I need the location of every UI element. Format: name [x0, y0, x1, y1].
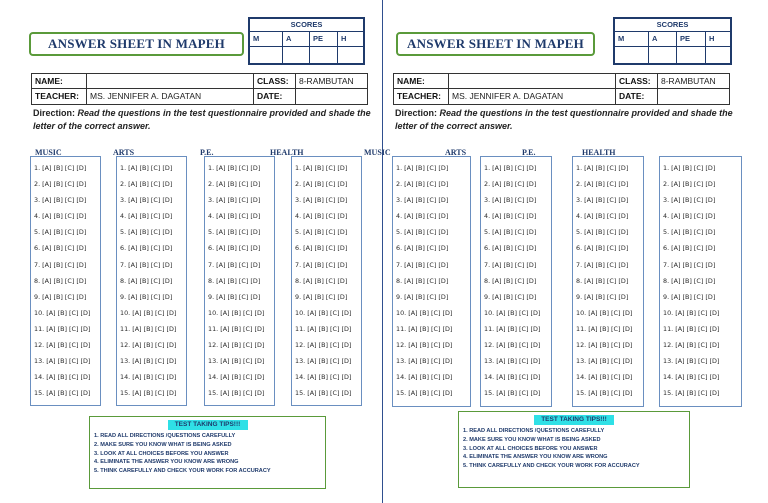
- date-field[interactable]: [658, 89, 729, 104]
- score-col-music: M: [250, 32, 283, 46]
- answer-item[interactable]: 13. [A] [B] [C] [D]: [208, 357, 265, 366]
- date-label: DATE:: [254, 89, 296, 104]
- scores-input-row: [250, 47, 363, 63]
- answer-item[interactable]: 12. [A] [B] [C] [D]: [295, 341, 352, 350]
- answer-item[interactable]: 10. [A] [B] [C] [D]: [34, 308, 91, 317]
- answer-item[interactable]: 8. [A] [B] [C] [D]: [396, 276, 449, 285]
- score-input-music[interactable]: [250, 47, 283, 63]
- date-field[interactable]: [296, 89, 367, 104]
- answer-item[interactable]: 15. [A] [B] [C] [D]: [120, 389, 177, 398]
- test-tips-box: [458, 411, 690, 488]
- answer-item[interactable]: 2. [A] [B] [C] [D]: [34, 180, 87, 189]
- answer-item[interactable]: 4. [A] [B] [C] [D]: [34, 212, 87, 221]
- tip-line: 2. MAKE SURE YOU KNOW WHAT IS BEING ASKED: [94, 441, 232, 448]
- tip-line: 1. READ ALL DIRECTIONS /QUESTIONS CAREFULLY: [463, 428, 605, 434]
- sheet-title: ANSWER SHEET IN MAPEH: [29, 32, 244, 56]
- answer-item[interactable]: 15. [A] [B] [C] [D]: [663, 389, 720, 398]
- answer-item[interactable]: 13. [A] [B] [C] [D]: [34, 357, 91, 366]
- scores-header: SCORES: [250, 19, 363, 32]
- answer-item[interactable]: 13. [A] [B] [C] [D]: [295, 357, 352, 366]
- answer-item[interactable]: 6. [A] [B] [C] [D]: [576, 244, 629, 253]
- answer-item[interactable]: 1. [A] [B] [C] [D]: [484, 164, 537, 172]
- info-row-teacher: [32, 89, 367, 104]
- tip-line: 4. ELIMINATE THE ANSWER YOU KNOW ARE WRONG: [94, 459, 239, 466]
- scores-box: [613, 17, 732, 65]
- answer-item[interactable]: 3. [A] [B] [C] [D]: [295, 196, 348, 205]
- tip-line: 1. READ ALL DIRECTIONS /QUESTIONS CAREFULLY: [94, 433, 236, 439]
- answer-item[interactable]: 5. [A] [B] [C] [D]: [208, 228, 261, 237]
- answer-item[interactable]: 15. [A] [B] [C] [D]: [208, 389, 265, 398]
- info-row-teacher: [394, 89, 729, 104]
- answer-item[interactable]: 14. [A] [B] [C] [D]: [484, 373, 541, 382]
- answer-item[interactable]: 6. [A] [B] [C] [D]: [396, 244, 449, 253]
- answer-item[interactable]: 13. [A] [B] [C] [D]: [663, 357, 720, 366]
- score-col-health: H: [709, 34, 715, 43]
- answer-item[interactable]: 1. [A] [B] [C] [D]: [576, 164, 629, 172]
- score-col-arts: A: [283, 32, 310, 46]
- subject-arts-heading: ARTS: [445, 148, 467, 157]
- answer-item[interactable]: 3. [A] [B] [C] [D]: [120, 196, 173, 205]
- name-label: NAME:: [32, 74, 87, 88]
- answer-item[interactable]: 12. [A] [B] [C] [D]: [484, 341, 541, 350]
- answer-item[interactable]: 2. [A] [B] [C] [D]: [396, 180, 449, 189]
- score-col-health: H: [341, 34, 347, 43]
- answer-item[interactable]: 9. [A] [B] [C] [D]: [576, 292, 629, 301]
- answer-item[interactable]: 4. [A] [B] [C] [D]: [208, 212, 261, 221]
- answer-item[interactable]: 10. [A] [B] [C] [D]: [396, 308, 453, 317]
- direction-label: Direction:: [395, 108, 438, 118]
- answer-sheet-right: [364, 0, 766, 503]
- answer-column-arts: [480, 156, 552, 407]
- info-row-name: [32, 74, 367, 89]
- answer-item[interactable]: 9. [A] [B] [C] [D]: [484, 292, 537, 301]
- answer-item[interactable]: 1. [A] [B] [C] [D]: [208, 164, 261, 172]
- answer-item[interactable]: 14. [A] [B] [C] [D]: [576, 373, 633, 382]
- answer-item[interactable]: 11. [A] [B] [C] [D]: [484, 324, 541, 333]
- subject-music-heading: MUSIC: [35, 148, 62, 157]
- answer-item[interactable]: 14. [A] [B] [C] [D]: [295, 373, 352, 382]
- answer-item[interactable]: 13. [A] [B] [C] [D]: [396, 357, 453, 366]
- answer-item[interactable]: 5. [A] [B] [C] [D]: [295, 228, 348, 237]
- answer-item[interactable]: 13. [A] [B] [C] [D]: [576, 357, 633, 366]
- direction-body: Read the questions in the test questionnaire provided and shade the letter of the correct answer.: [395, 108, 733, 131]
- answer-item[interactable]: 10. [A] [B] [C] [D]: [208, 308, 265, 317]
- name-field[interactable]: [87, 74, 254, 88]
- answer-item[interactable]: 7. [A] [B] [C] [D]: [34, 260, 87, 269]
- answer-item[interactable]: 8. [A] [B] [C] [D]: [34, 276, 87, 285]
- answer-item[interactable]: 9. [A] [B] [C] [D]: [295, 292, 348, 301]
- answer-item[interactable]: 5. [A] [B] [C] [D]: [663, 228, 716, 237]
- score-input-health[interactable]: [706, 47, 730, 63]
- answer-item[interactable]: 1. [A] [B] [C] [D]: [295, 164, 348, 172]
- answer-item[interactable]: 15. [A] [B] [C] [D]: [295, 389, 352, 398]
- answer-item[interactable]: 4. [A] [B] [C] [D]: [663, 212, 716, 221]
- answer-item[interactable]: 5. [A] [B] [C] [D]: [484, 228, 537, 237]
- answer-item[interactable]: 14. [A] [B] [C] [D]: [663, 373, 720, 382]
- answer-item[interactable]: 7. [A] [B] [C] [D]: [484, 260, 537, 269]
- answer-item[interactable]: 3. [A] [B] [C] [D]: [484, 196, 537, 205]
- answer-item[interactable]: 11. [A] [B] [C] [D]: [663, 324, 720, 333]
- score-input-arts[interactable]: [283, 47, 310, 63]
- answer-item[interactable]: 3. [A] [B] [C] [D]: [208, 196, 261, 205]
- answer-item[interactable]: 1. [A] [B] [C] [D]: [396, 164, 449, 172]
- answer-item[interactable]: 12. [A] [B] [C] [D]: [576, 341, 633, 350]
- answer-item[interactable]: 11. [A] [B] [C] [D]: [295, 324, 352, 333]
- answer-item[interactable]: 14. [A] [B] [C] [D]: [34, 373, 91, 382]
- direction-label: Direction:: [33, 108, 76, 118]
- answer-item[interactable]: 5. [A] [B] [C] [D]: [396, 228, 449, 237]
- answer-item[interactable]: 12. [A] [B] [C] [D]: [34, 341, 91, 350]
- tip-line: 2. MAKE SURE YOU KNOW WHAT IS BEING ASKED: [463, 436, 601, 443]
- name-label: NAME:: [394, 74, 449, 88]
- answer-column-pe: [572, 156, 644, 407]
- answer-item[interactable]: 7. [A] [B] [C] [D]: [576, 260, 629, 269]
- subject-health-heading: HEALTH: [582, 148, 616, 157]
- answer-item[interactable]: 10. [A] [B] [C] [D]: [120, 308, 177, 317]
- answer-item[interactable]: 11. [A] [B] [C] [D]: [208, 324, 265, 333]
- direction-text: [33, 107, 373, 133]
- class-label: CLASS:: [616, 74, 658, 88]
- answer-item[interactable]: 4. [A] [B] [C] [D]: [120, 212, 173, 221]
- score-input-arts[interactable]: [649, 47, 677, 63]
- answer-item[interactable]: 7. [A] [B] [C] [D]: [120, 260, 173, 269]
- tips-title: TEST TAKING TIPS!!!: [168, 420, 248, 430]
- answer-item[interactable]: 15. [A] [B] [C] [D]: [34, 389, 91, 398]
- score-input-music[interactable]: [615, 47, 649, 63]
- answer-item[interactable]: 9. [A] [B] [C] [D]: [34, 292, 87, 301]
- answer-item[interactable]: 10. [A] [B] [C] [D]: [484, 308, 541, 317]
- answer-column-health: [291, 156, 362, 406]
- answer-item[interactable]: 14. [A] [B] [C] [D]: [396, 373, 453, 382]
- answer-column-music: [392, 156, 471, 407]
- teacher-label: TEACHER:: [394, 89, 449, 104]
- answer-item[interactable]: 8. [A] [B] [C] [D]: [484, 276, 537, 285]
- answer-item[interactable]: 9. [A] [B] [C] [D]: [663, 292, 716, 301]
- page-divider: [382, 0, 383, 503]
- class-label: CLASS:: [254, 74, 296, 88]
- answer-item[interactable]: 1. [A] [B] [C] [D]: [34, 164, 87, 172]
- answer-item[interactable]: 10. [A] [B] [C] [D]: [576, 308, 633, 317]
- answer-item[interactable]: 15. [A] [B] [C] [D]: [396, 389, 453, 398]
- tip-line: 3. LOOK AT ALL CHOICES BEFORE YOU ANSWER: [94, 450, 229, 457]
- tip-line: 3. LOOK AT ALL CHOICES BEFORE YOU ANSWER: [463, 445, 598, 452]
- info-row-name: [394, 74, 729, 89]
- answer-item[interactable]: 4. [A] [B] [C] [D]: [396, 212, 449, 221]
- answer-column-pe: [204, 156, 275, 406]
- score-col-music: M: [615, 32, 649, 46]
- answer-item[interactable]: 9. [A] [B] [C] [D]: [120, 292, 173, 301]
- answer-item[interactable]: 15. [A] [B] [C] [D]: [576, 389, 633, 398]
- direction-text: [395, 107, 755, 133]
- scores-columns-row: [615, 32, 730, 47]
- answer-item[interactable]: 4. [A] [B] [C] [D]: [484, 212, 537, 221]
- answer-item[interactable]: 2. [A] [B] [C] [D]: [208, 180, 261, 189]
- name-field[interactable]: [449, 74, 616, 88]
- answer-item[interactable]: 10. [A] [B] [C] [D]: [295, 308, 352, 317]
- answer-item[interactable]: 9. [A] [B] [C] [D]: [208, 292, 261, 301]
- subject-pe-heading: P.E.: [200, 148, 214, 157]
- answer-item[interactable]: 14. [A] [B] [C] [D]: [208, 373, 265, 382]
- answer-item[interactable]: 6. [A] [B] [C] [D]: [295, 244, 348, 253]
- answer-item[interactable]: 4. [A] [B] [C] [D]: [295, 212, 348, 221]
- teacher-field[interactable]: MS. JENNIFER A. DAGATAN: [449, 89, 616, 104]
- answer-item[interactable]: 13. [A] [B] [C] [D]: [484, 357, 541, 366]
- answer-item[interactable]: 2. [A] [B] [C] [D]: [576, 180, 629, 189]
- answer-item[interactable]: 8. [A] [B] [C] [D]: [120, 276, 173, 285]
- answer-item[interactable]: 5. [A] [B] [C] [D]: [34, 228, 87, 237]
- score-col-pe: PE: [310, 32, 338, 46]
- score-input-health[interactable]: [338, 47, 363, 63]
- scores-columns-row: [250, 32, 363, 47]
- answer-item[interactable]: 12. [A] [B] [C] [D]: [120, 341, 177, 350]
- answer-item[interactable]: 6. [A] [B] [C] [D]: [208, 244, 261, 253]
- answer-item[interactable]: 13. [A] [B] [C] [D]: [120, 357, 177, 366]
- answer-item[interactable]: 15. [A] [B] [C] [D]: [484, 389, 541, 398]
- answer-item[interactable]: 1. [A] [B] [C] [D]: [663, 164, 716, 172]
- answer-item[interactable]: 12. [A] [B] [C] [D]: [663, 341, 720, 350]
- answer-column-arts: [116, 156, 187, 406]
- subject-music-heading: MUSIC: [364, 148, 391, 157]
- scores-input-row: [615, 47, 730, 63]
- scores-header: SCORES: [615, 19, 730, 32]
- answer-item[interactable]: 6. [A] [B] [C] [D]: [663, 244, 716, 253]
- subject-health-heading: HEALTH: [270, 148, 304, 157]
- answer-item[interactable]: 5. [A] [B] [C] [D]: [120, 228, 173, 237]
- teacher-label: TEACHER:: [32, 89, 87, 104]
- answer-item[interactable]: 10. [A] [B] [C] [D]: [663, 308, 720, 317]
- answer-item[interactable]: 11. [A] [B] [C] [D]: [120, 324, 177, 333]
- answer-item[interactable]: 7. [A] [B] [C] [D]: [663, 260, 716, 269]
- answer-item[interactable]: 7. [A] [B] [C] [D]: [396, 260, 449, 269]
- student-info-table: [393, 73, 730, 105]
- answer-item[interactable]: 14. [A] [B] [C] [D]: [120, 373, 177, 382]
- answer-item[interactable]: 5. [A] [B] [C] [D]: [576, 228, 629, 237]
- answer-item[interactable]: 2. [A] [B] [C] [D]: [120, 180, 173, 189]
- answer-item[interactable]: 9. [A] [B] [C] [D]: [396, 292, 449, 301]
- score-col-arts: A: [649, 32, 677, 46]
- score-input-pe[interactable]: [677, 47, 706, 63]
- answer-item[interactable]: 3. [A] [B] [C] [D]: [396, 196, 449, 205]
- answer-item[interactable]: 3. [A] [B] [C] [D]: [663, 196, 716, 205]
- class-field[interactable]: 8-RAMBUTAN: [661, 76, 716, 86]
- answer-item[interactable]: 8. [A] [B] [C] [D]: [295, 276, 348, 285]
- subject-arts-heading: ARTS: [113, 148, 135, 157]
- answer-item[interactable]: 2. [A] [B] [C] [D]: [663, 180, 716, 189]
- answer-item[interactable]: 8. [A] [B] [C] [D]: [208, 276, 261, 285]
- answer-column-music: [30, 156, 101, 406]
- direction-body: Read the questions in the test questionnaire provided and shade the letter of the correct answer.: [33, 108, 371, 131]
- tip-line: 5. THINK CAREFULLY AND CHECK YOUR WORK FOR ACCURACY: [463, 463, 640, 470]
- score-col-pe: PE: [677, 32, 706, 46]
- answer-item[interactable]: 6. [A] [B] [C] [D]: [484, 244, 537, 253]
- date-label: DATE:: [616, 89, 658, 104]
- tip-line: 4. ELIMINATE THE ANSWER YOU KNOW ARE WRONG: [463, 454, 608, 461]
- answer-item[interactable]: 2. [A] [B] [C] [D]: [295, 180, 348, 189]
- answer-sheet-left: [0, 0, 380, 503]
- answer-item[interactable]: 6. [A] [B] [C] [D]: [120, 244, 173, 253]
- answer-item[interactable]: 4. [A] [B] [C] [D]: [576, 212, 629, 221]
- answer-item[interactable]: 8. [A] [B] [C] [D]: [576, 276, 629, 285]
- answer-item[interactable]: 11. [A] [B] [C] [D]: [396, 324, 453, 333]
- answer-column-health: [659, 156, 742, 407]
- class-field[interactable]: 8-RAMBUTAN: [299, 76, 354, 86]
- answer-item[interactable]: 6. [A] [B] [C] [D]: [34, 244, 87, 253]
- sheet-title: ANSWER SHEET IN MAPEH: [396, 32, 595, 56]
- answer-item[interactable]: 3. [A] [B] [C] [D]: [34, 196, 87, 205]
- student-info-table: [31, 73, 368, 105]
- answer-item[interactable]: 7. [A] [B] [C] [D]: [295, 260, 348, 269]
- answer-item[interactable]: 11. [A] [B] [C] [D]: [34, 324, 91, 333]
- answer-item[interactable]: 12. [A] [B] [C] [D]: [396, 341, 453, 350]
- answer-item[interactable]: 1. [A] [B] [C] [D]: [120, 164, 173, 172]
- answer-item[interactable]: 2. [A] [B] [C] [D]: [484, 180, 537, 189]
- tips-title: TEST TAKING TIPS!!!: [534, 415, 614, 425]
- answer-item[interactable]: 7. [A] [B] [C] [D]: [208, 260, 261, 269]
- answer-item[interactable]: 8. [A] [B] [C] [D]: [663, 276, 716, 285]
- subject-pe-heading: P.E.: [522, 148, 536, 157]
- tip-line: 5. THINK CAREFULLY AND CHECK YOUR WORK FOR ACCURACY: [94, 468, 271, 475]
- answer-item[interactable]: 3. [A] [B] [C] [D]: [576, 196, 629, 205]
- score-input-pe[interactable]: [310, 47, 338, 63]
- test-tips-box: [89, 416, 326, 489]
- scores-box: [248, 17, 365, 65]
- answer-item[interactable]: 12. [A] [B] [C] [D]: [208, 341, 265, 350]
- answer-item[interactable]: 11. [A] [B] [C] [D]: [576, 324, 633, 333]
- teacher-field[interactable]: MS. JENNIFER A. DAGATAN: [87, 89, 254, 104]
